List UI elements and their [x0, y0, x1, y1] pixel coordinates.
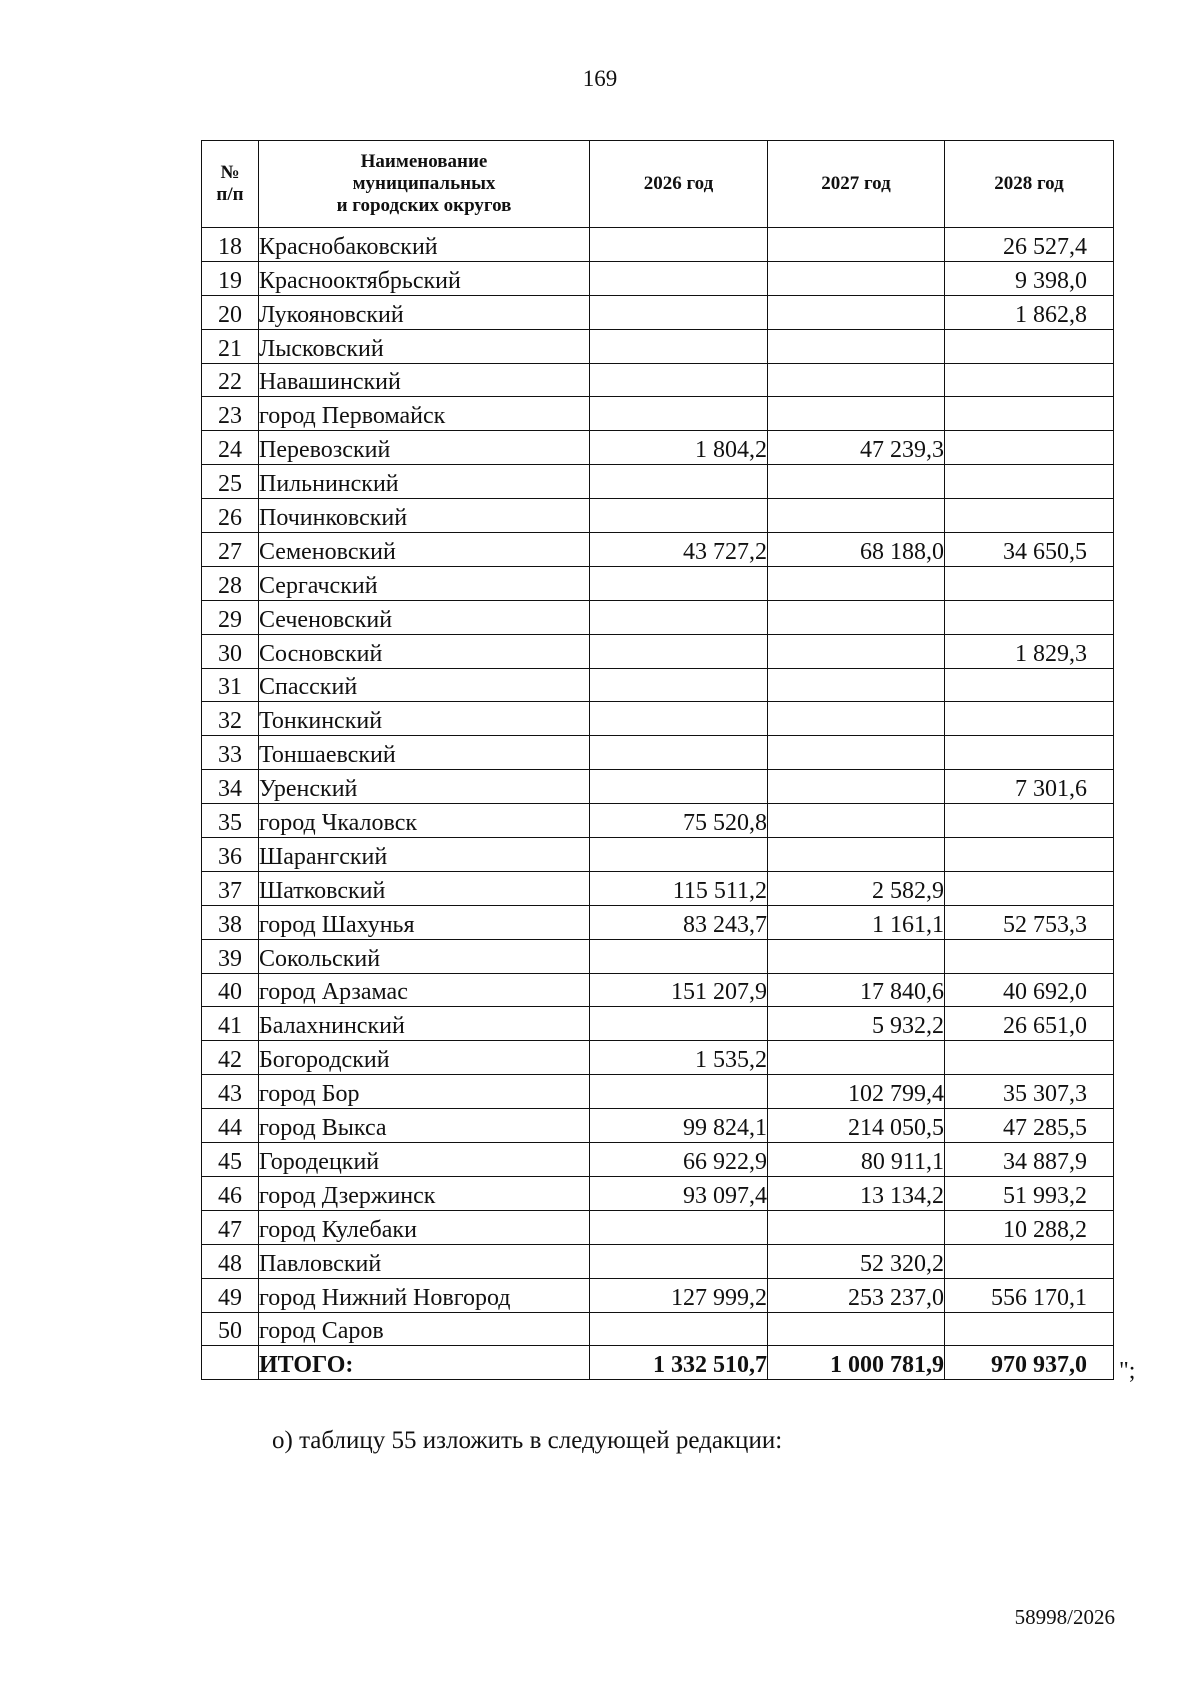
value-2027-cell: 253 237,0: [768, 1278, 945, 1312]
value-2028-cell: [945, 668, 1114, 702]
value-2028-cell: [945, 939, 1114, 973]
table-row: [202, 804, 1114, 838]
value-2027-cell: [768, 397, 945, 431]
municipality-name-cell: Шатковский: [259, 871, 590, 905]
municipality-name-cell: Богородский: [259, 1041, 590, 1075]
row-number-cell: 21: [202, 329, 259, 363]
value-2026-cell: 127 999,2: [590, 1278, 768, 1312]
header-2027: 2027 год: [768, 141, 945, 228]
value-2027-cell: 2 582,9: [768, 871, 945, 905]
value-2026-cell: [590, 634, 768, 668]
value-2027-cell: [768, 770, 945, 804]
table-header-row: [202, 141, 1114, 228]
table-row: [202, 1312, 1114, 1346]
municipality-name-cell: Лукояновский: [259, 295, 590, 329]
row-number-cell: 35: [202, 804, 259, 838]
table-row: [202, 228, 1114, 262]
value-2026-cell: [590, 261, 768, 295]
value-2027-cell: [768, 804, 945, 838]
header-name: [259, 141, 590, 228]
value-2028-cell: 7 301,6: [945, 770, 1114, 804]
value-2026-cell: 1 804,2: [590, 431, 768, 465]
header-name-line-1: Наименование: [360, 151, 488, 172]
table-row: [202, 363, 1114, 397]
value-2027-cell: [768, 499, 945, 533]
value-2027-cell: [768, 668, 945, 702]
value-2028-cell: 40 692,0: [945, 973, 1114, 1007]
closing-quote: ";: [1119, 1358, 1136, 1384]
value-2026-cell: 75 520,8: [590, 804, 768, 838]
value-2027-cell: [768, 465, 945, 499]
municipality-name-cell: Тоншаевский: [259, 736, 590, 770]
total-label: ИТОГО:: [259, 1346, 590, 1380]
value-2027-cell: 52 320,2: [768, 1244, 945, 1278]
table-row: [202, 1210, 1114, 1244]
value-2027-cell: [768, 939, 945, 973]
value-2027-cell: 5 932,2: [768, 1007, 945, 1041]
row-number-cell: 45: [202, 1143, 259, 1177]
table-row: [202, 397, 1114, 431]
row-number-cell: 20: [202, 295, 259, 329]
municipality-name-cell: Уренский: [259, 770, 590, 804]
value-2027-cell: [768, 838, 945, 872]
row-number-cell: 24: [202, 431, 259, 465]
municipality-name-cell: Семеновский: [259, 533, 590, 567]
table-row: [202, 770, 1114, 804]
value-2028-cell: 1 862,8: [945, 295, 1114, 329]
municipality-name-cell: Городецкий: [259, 1143, 590, 1177]
table-row: [202, 1041, 1114, 1075]
value-2026-cell: [590, 1075, 768, 1109]
total-row: [202, 1346, 1114, 1380]
value-2028-cell: 47 285,5: [945, 1109, 1114, 1143]
value-2026-cell: [590, 329, 768, 363]
value-2028-cell: [945, 397, 1114, 431]
row-number-cell: 26: [202, 499, 259, 533]
value-2026-cell: [590, 566, 768, 600]
value-2026-cell: [590, 838, 768, 872]
row-number-cell: 36: [202, 838, 259, 872]
header-name-line-2: муниципальных: [352, 173, 496, 194]
value-2026-cell: [590, 465, 768, 499]
table-row: [202, 465, 1114, 499]
value-2028-cell: 10 288,2: [945, 1210, 1114, 1244]
value-2027-cell: [768, 363, 945, 397]
table-body: [202, 228, 1114, 1346]
municipality-name-cell: город Дзержинск: [259, 1176, 590, 1210]
municipality-name-cell: Краснобаковский: [259, 228, 590, 262]
header-number-line-1: №: [220, 162, 240, 183]
municipality-name-cell: Сосновский: [259, 634, 590, 668]
municipality-name-cell: Тонкинский: [259, 702, 590, 736]
table-row: [202, 1109, 1114, 1143]
municipality-name-cell: Краснооктябрьский: [259, 261, 590, 295]
table-row: [202, 939, 1114, 973]
table-row: [202, 634, 1114, 668]
table-row: [202, 431, 1114, 465]
municipality-name-cell: город Кулебаки: [259, 1210, 590, 1244]
value-2026-cell: [590, 228, 768, 262]
row-number-cell: 33: [202, 736, 259, 770]
table-row: [202, 499, 1114, 533]
municipality-name-cell: город Саров: [259, 1312, 590, 1346]
table-row: [202, 261, 1114, 295]
table-row: [202, 533, 1114, 567]
value-2026-cell: [590, 1007, 768, 1041]
header-2026: 2026 год: [590, 141, 768, 228]
value-2028-cell: 26 651,0: [945, 1007, 1114, 1041]
value-2028-cell: [945, 566, 1114, 600]
allocation-table: [201, 140, 1114, 1380]
municipality-name-cell: город Шахунья: [259, 905, 590, 939]
row-number-cell: 37: [202, 871, 259, 905]
row-number-cell: 39: [202, 939, 259, 973]
value-2028-cell: 556 170,1: [945, 1278, 1114, 1312]
value-2027-cell: 68 188,0: [768, 533, 945, 567]
value-2028-cell: [945, 431, 1114, 465]
value-2026-cell: 151 207,9: [590, 973, 768, 1007]
value-2026-cell: [590, 600, 768, 634]
value-2027-cell: [768, 634, 945, 668]
row-number-cell: 18: [202, 228, 259, 262]
municipality-name-cell: город Бор: [259, 1075, 590, 1109]
value-2026-cell: [590, 668, 768, 702]
municipality-name-cell: Навашинский: [259, 363, 590, 397]
table-row: [202, 1278, 1114, 1312]
value-2027-cell: [768, 1041, 945, 1075]
value-2027-cell: 13 134,2: [768, 1176, 945, 1210]
table-row: [202, 871, 1114, 905]
row-number-cell: 42: [202, 1041, 259, 1075]
table-row: [202, 905, 1114, 939]
row-number-cell: 48: [202, 1244, 259, 1278]
value-2028-cell: [945, 499, 1114, 533]
value-2028-cell: [945, 1312, 1114, 1346]
value-2027-cell: [768, 600, 945, 634]
table-row: [202, 1007, 1114, 1041]
row-number-cell: 50: [202, 1312, 259, 1346]
row-number-cell: 29: [202, 600, 259, 634]
value-2026-cell: 115 511,2: [590, 871, 768, 905]
value-2026-cell: [590, 939, 768, 973]
municipality-name-cell: Шарангский: [259, 838, 590, 872]
total-number-cell: [202, 1346, 259, 1380]
value-2027-cell: [768, 702, 945, 736]
municipality-name-cell: Сергачский: [259, 566, 590, 600]
table-row: [202, 668, 1114, 702]
header-name-line-3: и городских округов: [336, 195, 512, 216]
value-2028-cell: 9 398,0: [945, 261, 1114, 295]
municipality-name-cell: город Нижний Новгород: [259, 1278, 590, 1312]
value-2028-cell: [945, 1041, 1114, 1075]
municipality-name-cell: город Чкаловск: [259, 804, 590, 838]
instruction-text: о) таблицу 55 изложить в следующей редакции:: [272, 1427, 783, 1454]
value-2026-cell: [590, 770, 768, 804]
value-2026-cell: [590, 499, 768, 533]
value-2026-cell: [590, 363, 768, 397]
municipality-name-cell: Сокольский: [259, 939, 590, 973]
table-row: [202, 973, 1114, 1007]
value-2027-cell: [768, 566, 945, 600]
table-row: [202, 702, 1114, 736]
value-2026-cell: [590, 702, 768, 736]
value-2028-cell: [945, 600, 1114, 634]
value-2027-cell: [768, 295, 945, 329]
value-2027-cell: 1 161,1: [768, 905, 945, 939]
row-number-cell: 34: [202, 770, 259, 804]
value-2026-cell: 99 824,1: [590, 1109, 768, 1143]
row-number-cell: 44: [202, 1109, 259, 1143]
table-row: [202, 329, 1114, 363]
value-2028-cell: [945, 838, 1114, 872]
table-row: [202, 566, 1114, 600]
municipality-name-cell: Балахнинский: [259, 1007, 590, 1041]
value-2026-cell: [590, 397, 768, 431]
document-number: 58998/2026: [1014, 1605, 1115, 1629]
value-2026-cell: [590, 295, 768, 329]
row-number-cell: 32: [202, 702, 259, 736]
table-row: [202, 838, 1114, 872]
row-number-cell: 49: [202, 1278, 259, 1312]
total-2028: 970 937,0: [945, 1346, 1114, 1380]
row-number-cell: 22: [202, 363, 259, 397]
value-2027-cell: [768, 261, 945, 295]
value-2028-cell: 52 753,3: [945, 905, 1114, 939]
value-2028-cell: [945, 804, 1114, 838]
row-number-cell: 27: [202, 533, 259, 567]
total-2027: 1 000 781,9: [768, 1346, 945, 1380]
municipality-name-cell: Перевозский: [259, 431, 590, 465]
table-row: [202, 736, 1114, 770]
value-2026-cell: [590, 1244, 768, 1278]
row-number-cell: 43: [202, 1075, 259, 1109]
value-2026-cell: 93 097,4: [590, 1176, 768, 1210]
value-2028-cell: [945, 1244, 1114, 1278]
value-2028-cell: [945, 736, 1114, 770]
municipality-name-cell: Починковский: [259, 499, 590, 533]
table-row: [202, 1176, 1114, 1210]
municipality-name-cell: город Арзамас: [259, 973, 590, 1007]
value-2026-cell: [590, 736, 768, 770]
row-number-cell: 28: [202, 566, 259, 600]
row-number-cell: 40: [202, 973, 259, 1007]
table-row: [202, 1075, 1114, 1109]
value-2028-cell: [945, 702, 1114, 736]
row-number-cell: 19: [202, 261, 259, 295]
value-2028-cell: [945, 363, 1114, 397]
row-number-cell: 41: [202, 1007, 259, 1041]
value-2027-cell: 47 239,3: [768, 431, 945, 465]
value-2026-cell: 83 243,7: [590, 905, 768, 939]
municipality-name-cell: город Выкса: [259, 1109, 590, 1143]
table-row: [202, 1244, 1114, 1278]
municipality-name-cell: Сеченовский: [259, 600, 590, 634]
row-number-cell: 38: [202, 905, 259, 939]
header-number-line-2: п/п: [216, 184, 244, 205]
value-2028-cell: [945, 871, 1114, 905]
value-2027-cell: [768, 1312, 945, 1346]
page-number: 169: [582, 66, 618, 91]
value-2028-cell: 51 993,2: [945, 1176, 1114, 1210]
row-number-cell: 31: [202, 668, 259, 702]
value-2027-cell: 17 840,6: [768, 973, 945, 1007]
value-2028-cell: 1 829,3: [945, 634, 1114, 668]
row-number-cell: 47: [202, 1210, 259, 1244]
row-number-cell: 25: [202, 465, 259, 499]
value-2026-cell: 43 727,2: [590, 533, 768, 567]
value-2028-cell: [945, 465, 1114, 499]
municipality-name-cell: Спасский: [259, 668, 590, 702]
municipality-name-cell: город Первомайск: [259, 397, 590, 431]
value-2027-cell: [768, 228, 945, 262]
municipality-name-cell: Павловский: [259, 1244, 590, 1278]
table-row: [202, 1143, 1114, 1177]
table-row: [202, 295, 1114, 329]
value-2028-cell: 35 307,3: [945, 1075, 1114, 1109]
value-2027-cell: [768, 1210, 945, 1244]
value-2027-cell: 102 799,4: [768, 1075, 945, 1109]
table-row: [202, 600, 1114, 634]
value-2026-cell: [590, 1210, 768, 1244]
municipality-name-cell: Лысковский: [259, 329, 590, 363]
value-2027-cell: [768, 329, 945, 363]
header-2028: 2028 год: [945, 141, 1114, 228]
value-2027-cell: 80 911,1: [768, 1143, 945, 1177]
value-2028-cell: 34 650,5: [945, 533, 1114, 567]
row-number-cell: 23: [202, 397, 259, 431]
value-2028-cell: [945, 329, 1114, 363]
value-2026-cell: [590, 1312, 768, 1346]
row-number-cell: 46: [202, 1176, 259, 1210]
row-number-cell: 30: [202, 634, 259, 668]
value-2027-cell: [768, 736, 945, 770]
header-number: [202, 141, 259, 228]
total-2026: 1 332 510,7: [590, 1346, 768, 1380]
value-2028-cell: 26 527,4: [945, 228, 1114, 262]
value-2028-cell: 34 887,9: [945, 1143, 1114, 1177]
municipality-name-cell: Пильнинский: [259, 465, 590, 499]
value-2026-cell: 1 535,2: [590, 1041, 768, 1075]
value-2027-cell: 214 050,5: [768, 1109, 945, 1143]
value-2026-cell: 66 922,9: [590, 1143, 768, 1177]
